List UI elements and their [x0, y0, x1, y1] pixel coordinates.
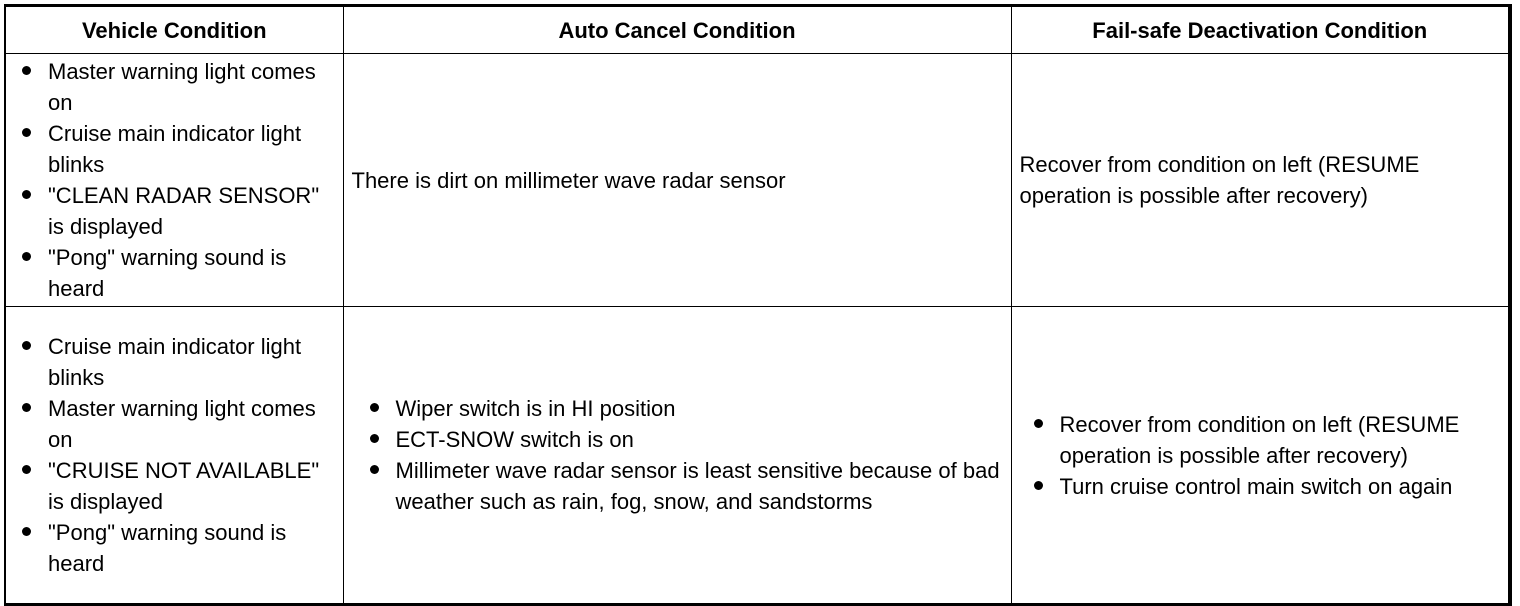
- condition-table-container: [4, 4, 1509, 606]
- fail-safe-text: Recover from condition on left (RESUME operation is possible after recovery): [1019, 152, 1420, 208]
- list-item: Master warning light comes on: [6, 393, 343, 455]
- fail-safe-list: [1012, 409, 1509, 502]
- list-item: Wiper switch is in HI position: [354, 393, 1011, 424]
- auto-cancel-text: There is dirt on millimeter wave radar sensor: [351, 167, 786, 193]
- vehicle-condition-cell: [5, 307, 343, 605]
- header-vehicle-condition: Vehicle Condition: [5, 6, 343, 54]
- list-item: Turn cruise control main switch on again: [1018, 471, 1509, 502]
- header-fail-safe-deactivation-condition: Fail-safe Deactivation Condition: [1011, 6, 1510, 54]
- vehicle-condition-list: [6, 54, 343, 306]
- table-row: [5, 54, 1510, 307]
- list-item: "Pong" warning sound is heard: [6, 242, 343, 304]
- auto-cancel-condition-cell: [343, 54, 1011, 307]
- list-item: "CLEAN RADAR SENSOR" is displayed: [6, 180, 343, 242]
- auto-cancel-list: [344, 393, 1011, 517]
- list-item: Recover from condition on left (RESUME operation is possible after recovery): [1018, 409, 1509, 471]
- list-item: ECT-SNOW switch is on: [354, 424, 1011, 455]
- auto-cancel-condition-cell: [343, 307, 1011, 605]
- header-row: [5, 6, 1510, 54]
- list-item: Cruise main indicator light blinks: [6, 331, 343, 393]
- fail-safe-condition-cell: [1011, 54, 1510, 307]
- list-item: Master warning light comes on: [6, 56, 343, 118]
- condition-table: [4, 4, 1512, 606]
- vehicle-condition-list: [6, 329, 343, 581]
- list-item: Millimeter wave radar sensor is least sensitive because of bad weather such as rain, fog, snow, and sandstorms: [354, 455, 1011, 517]
- list-item: "Pong" warning sound is heard: [6, 517, 343, 579]
- fail-safe-condition-cell: [1011, 307, 1510, 605]
- header-auto-cancel-condition: Auto Cancel Condition: [343, 6, 1011, 54]
- table-row: [5, 307, 1510, 605]
- vehicle-condition-cell: [5, 54, 343, 307]
- list-item: "CRUISE NOT AVAILABLE" is displayed: [6, 455, 343, 517]
- list-item: Cruise main indicator light blinks: [6, 118, 343, 180]
